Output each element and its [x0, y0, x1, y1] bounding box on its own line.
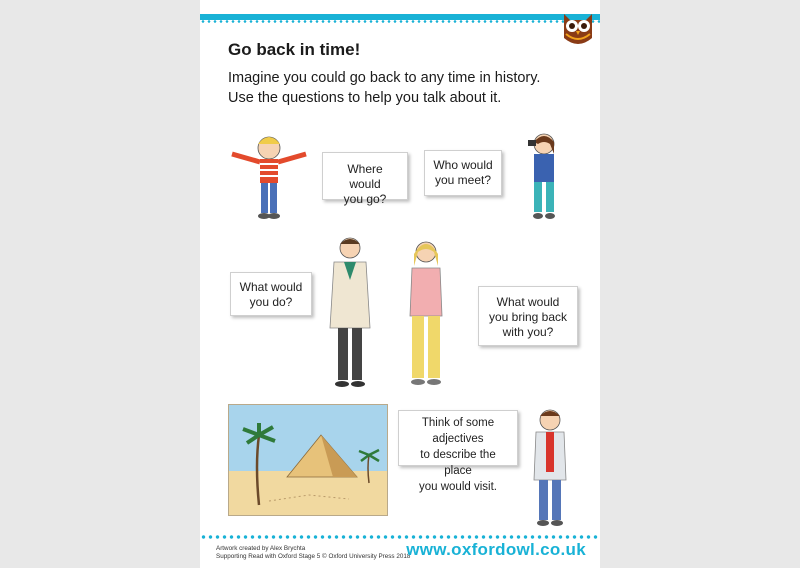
page-title: Go back in time! — [228, 40, 361, 59]
intro-text — [228, 68, 568, 108]
intro-line-1: Imagine you could go back to any time in history. — [228, 70, 541, 86]
bubble-text: you meet? — [434, 173, 492, 187]
bubble-adjectives — [398, 410, 518, 493]
bubble-text: What would — [239, 280, 303, 294]
website-link[interactable]: www.oxfordowl.co.uk — [406, 540, 586, 559]
bubble-text: you would visit. — [419, 481, 497, 493]
bubble-text: to describe the place — [420, 449, 496, 477]
bubble-text: What would — [496, 295, 560, 309]
bubble-bring-back — [478, 286, 578, 346]
owl-logo-icon — [560, 8, 596, 48]
worksheet-page — [200, 0, 600, 568]
bubble-who — [424, 150, 502, 196]
pyramid-scene-image — [228, 404, 388, 516]
boy-figure — [224, 128, 314, 224]
bubble-text: Think of some adjectives — [421, 417, 495, 445]
copyright-credit: Supporting Read with Oxford Stage 5 © Oxford University Press 2018 — [216, 553, 411, 560]
bubble-text: Who would — [433, 158, 493, 172]
bubble-text: you go? — [343, 192, 387, 206]
thinking-boy-figure — [530, 406, 570, 530]
bubble-what-do — [230, 272, 312, 316]
top-dots — [200, 20, 600, 23]
man-figure — [322, 232, 378, 390]
artwork-credit: Artwork created by Alex Brychta — [216, 545, 306, 552]
woman-figure — [400, 236, 452, 390]
credits — [216, 545, 410, 561]
intro-line-2: Use the questions to help you talk about it. — [228, 90, 502, 106]
bubble-text: Where would — [347, 162, 383, 191]
bubble-text: you bring back — [488, 310, 568, 324]
girl-figure — [520, 130, 570, 224]
bubble-text: with you? — [502, 325, 554, 339]
bubble-text: you do? — [249, 295, 293, 309]
bubble-where — [322, 152, 408, 206]
